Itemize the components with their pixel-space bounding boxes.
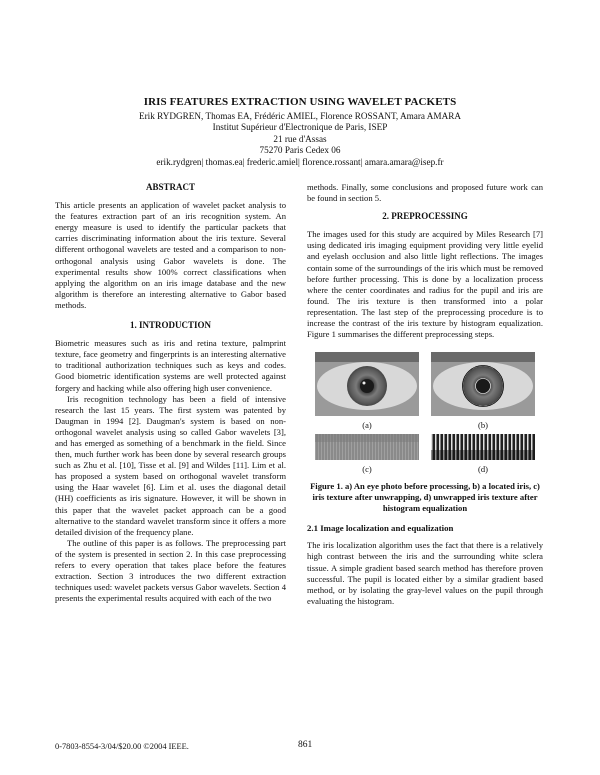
localization-text: The iris localization algorithm uses the fact that there is a relatively high contrast between the iris and the surrounding white sclera tissue. A simple gradient based search method has therefore proven successful. The pupil is located either by a similar gradient based method, or by isolating the gray-level values on the pupil through evaluating the histogram. bbox=[307, 540, 543, 606]
abstract-heading: ABSTRACT bbox=[145, 182, 195, 192]
author-names: Erik RYDGREN, Thomas EA, Frédéric AMIEL, Florence ROSSANT, Amara AMARA bbox=[139, 111, 461, 121]
figure-d-label: (d) bbox=[478, 464, 488, 475]
abstract-text: This article presents an application of wavelet packet analysis to the features extraction part of an iris recognition system. An energy measure is used to identify the particular packets that carries discriminating information about the iris texture. Several different orthogonal wavelets are tested and a comparison to non-orthogonal analysis using Gabor wavelets is done. The experimental results show 100% correct classifications when applying the algorithm on an iris image database and the new algorithm is therefore an interesting alternative to Gabor based methods. bbox=[55, 200, 286, 310]
eye-photo-image bbox=[315, 352, 419, 416]
figure-c bbox=[315, 434, 419, 474]
figure-b bbox=[431, 352, 535, 430]
figure-caption: Figure 1. a) An eye photo before processing, b) a located iris, c) iris texture after unwrapping, d) unwrapped iris texture after histogram equalization bbox=[310, 481, 540, 514]
page-number: 861 bbox=[298, 740, 313, 750]
left-column bbox=[55, 182, 286, 604]
figure-row-bottom bbox=[307, 434, 543, 474]
figure-a-label: (a) bbox=[362, 420, 372, 431]
institution: Institut Supérieur d'Electronique de Paris, ISEP bbox=[212, 122, 388, 133]
author-emails: erik.rydgren| thomas.ea| frederic.amiel| florence.rossant| amara.amara@isep.fr bbox=[156, 156, 444, 167]
localization-heading: 2.1 Image localization and equalization bbox=[307, 523, 454, 534]
figure-d bbox=[431, 434, 535, 474]
address-city: 75270 Paris Cedex 06 bbox=[259, 145, 341, 156]
figure-b-label: (b) bbox=[478, 420, 488, 431]
equalized-iris-image bbox=[431, 434, 535, 460]
located-iris-image bbox=[431, 352, 535, 416]
copyright-notice: 0-7803-8554-3/04/$20.00 ©2004 IEEE. bbox=[55, 742, 189, 751]
figure-c-label: (c) bbox=[362, 464, 372, 475]
preprocessing-text: The images used for this study are acquired by Miles Research [7] using dedicated iris imaging equipment providing very little eyelid and eyelash occlusion and also little light reflections. The images contain some of the surroundings of the iris which must be removed before further processing. This is done by a localization process where the center coordinates and radius for the pupil and iris are found. The iris texture is then transformed into a polar representation. The last step of the preprocessing procedure is to increase the contrast of the iris texture by histogram equalization. Figure 1 summarises the different preprocessing steps. bbox=[307, 229, 543, 340]
intro-paragraph-3: The outline of this paper is as follows. The preprocessing part of the system is presented in section 2. In this case preprocessing refers to every operation that takes place before the features extraction. Section 3 introduces the two different extraction techniques used: wavelet packets versus Gabor wavelets. Section 4 presents the experimental results acquired with each of the two bbox=[55, 537, 286, 604]
preprocessing-heading: 2. PREPROCESSING bbox=[382, 211, 468, 222]
paper-title: IRIS FEATURES EXTRACTION USING WAVELET PACKETS bbox=[143, 96, 457, 108]
author-block bbox=[0, 111, 600, 168]
intro-paragraph-2: Iris recognition technology has been a field of intensive research the last 15 years. The first system was patented by Daugman in 1994 [2]. Daugman's system is based on non-orthogonal wavelet analysis using so called Gabor wavelets [3], and has emerged as something of a benchmark in the field. Since then, much further work has been done by several research groups such as Zhu et al. [10], Tisse et al. [9] and Wildes [11]. Lim et al. has proposed a system based on orthogonal wavelet transform using the Haar wavelet [6]. Lim et al. uses the diagonal detail (HH) coefficients as iris signature. However, it will be shown in this paper that the wavelet packet approach can be a good alternative to the standard wavelet transform since it offers a more detailed division of the frequency plane. bbox=[55, 393, 286, 537]
intro-paragraph-3-continued: methods. Finally, some conclusions and proposed future work can be found in section 5. bbox=[307, 182, 543, 204]
intro-paragraph-1: Biometric measures such as iris and retina texture, palmprint texture, face geometry and fingerprints is an interesting alternative to traditional authorization techniques such as keys and codes. Good biometric identification systems are well protected against forgery and hacking while also offering high user convenience. bbox=[55, 338, 286, 393]
figure-row-top bbox=[307, 352, 543, 430]
introduction-heading: 1. INTRODUCTION bbox=[129, 320, 211, 331]
figure-a bbox=[315, 352, 419, 430]
address-street: 21 rue d'Assas bbox=[273, 133, 327, 144]
right-column bbox=[307, 182, 543, 607]
unwrapped-iris-image bbox=[315, 434, 419, 460]
